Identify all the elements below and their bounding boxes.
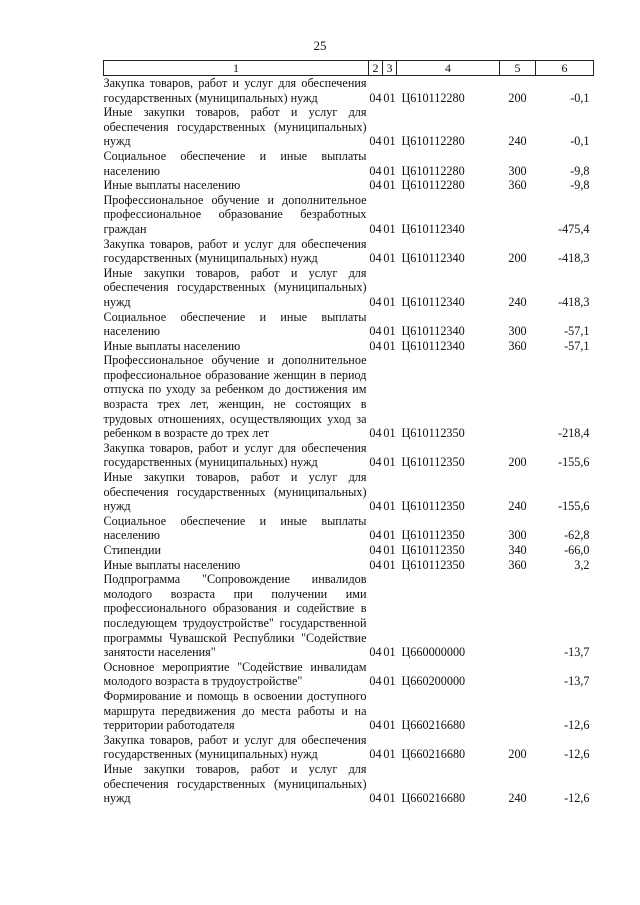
subsection-code: 01 xyxy=(383,426,396,441)
section-code: 04 xyxy=(369,791,382,806)
row-name: Подпрограмма "Сопровождение инвалидов молодого возраста при получении ими профессионального образования и содействие в последующем трудоустройстве" государственной программы Чувашской Республики "Содействие занятости населения" xyxy=(103,572,367,660)
amount: -475,4 xyxy=(558,221,590,236)
target-article-code: Ц610112350 xyxy=(401,543,465,557)
table-row xyxy=(104,149,594,178)
row-name: Стипендии xyxy=(103,543,162,557)
subsection-code: 01 xyxy=(383,543,396,557)
target-article-code: Ц610112340 xyxy=(401,221,465,236)
row-name: Иные закупки товаров, работ и услуг для обеспечения государственных (муниципальных) нужд xyxy=(103,105,367,149)
row-name: Закупка товаров, работ и услуг для обеспечения государственных (муниципальных) нужд xyxy=(103,732,367,762)
amount: -66,0 xyxy=(564,543,590,557)
amount: -418,3 xyxy=(558,251,590,266)
expense-type-code: 200 xyxy=(508,251,527,266)
target-article-code: Ц610112280 xyxy=(401,134,465,149)
header-col-4: 4 xyxy=(397,61,500,76)
subsection-code: 01 xyxy=(383,90,396,105)
row-name: Иные выплаты населению xyxy=(103,178,241,193)
section-code: 04 xyxy=(369,294,382,309)
row-name: Иные выплаты населению xyxy=(103,338,241,353)
target-article-code: Ц610112340 xyxy=(401,294,465,309)
target-article-code: Ц610112340 xyxy=(401,338,465,353)
section-code: 04 xyxy=(369,455,382,470)
section-code: 04 xyxy=(369,543,382,557)
table-row xyxy=(104,178,594,193)
target-article-code: Ц610112350 xyxy=(401,455,465,470)
amount: -57,1 xyxy=(564,338,590,353)
row-name: Профессиональное обучение и дополнительное профессиональное образование безработных граждан xyxy=(103,192,367,236)
target-article-code: Ц610112350 xyxy=(401,528,465,543)
subsection-code: 01 xyxy=(383,718,396,733)
table-row xyxy=(104,514,594,543)
amount: -155,6 xyxy=(558,455,590,470)
table-row xyxy=(104,689,594,733)
section-code: 04 xyxy=(369,90,382,105)
expense-type-code: 200 xyxy=(508,747,527,762)
table-row xyxy=(104,660,594,689)
amount: -13,7 xyxy=(564,645,590,660)
row-name: Основное мероприятие "Содействие инвалидам молодого возраста в трудоустройстве" xyxy=(103,659,367,689)
row-name: Социальное обеспечение и иные выплаты населению xyxy=(103,148,367,178)
section-code: 04 xyxy=(369,645,382,660)
expense-type-code xyxy=(500,193,536,237)
target-article-code: Ц660216680 xyxy=(401,791,466,806)
table-body xyxy=(104,76,594,806)
amount: -12,6 xyxy=(564,791,590,806)
target-article-code: Ц610112280 xyxy=(401,90,465,105)
section-code: 04 xyxy=(369,163,382,178)
expense-type-code: 240 xyxy=(508,294,527,309)
expense-type-code xyxy=(500,660,536,689)
expense-type-code: 240 xyxy=(508,791,527,806)
table-row xyxy=(104,76,594,106)
subsection-code: 01 xyxy=(383,294,396,309)
target-article-code: Ц610112350 xyxy=(401,557,465,572)
header-col-3: 3 xyxy=(383,61,397,76)
target-article-code: Ц610112280 xyxy=(401,178,465,193)
subsection-code: 01 xyxy=(383,338,396,353)
row-name: Иные закупки товаров, работ и услуг для обеспечения государственных (муниципальных) нужд xyxy=(103,470,367,514)
section-code: 04 xyxy=(369,324,382,339)
table-header xyxy=(104,61,594,76)
amount: -218,4 xyxy=(558,426,590,441)
table-row xyxy=(104,558,594,573)
table-row xyxy=(104,470,594,514)
expense-type-code xyxy=(500,572,536,660)
target-article-code: Ц610112340 xyxy=(401,324,465,339)
row-name: Социальное обеспечение и иные выплаты населению xyxy=(103,513,367,543)
expense-type-code xyxy=(500,689,536,733)
header-row xyxy=(104,61,594,76)
expense-type-code: 200 xyxy=(508,455,527,470)
table-row xyxy=(104,733,594,762)
table-row xyxy=(104,105,594,149)
header-col-6: 6 xyxy=(536,61,594,76)
table-row xyxy=(104,339,594,354)
table-row xyxy=(104,266,594,310)
expense-type-code: 300 xyxy=(508,163,527,178)
subsection-code: 01 xyxy=(383,499,396,514)
subsection-code: 01 xyxy=(383,324,396,339)
target-article-code: Ц660200000 xyxy=(401,674,466,689)
row-name: Закупка товаров, работ и услуг для обеспечения государственных (муниципальных) нужд xyxy=(103,76,367,105)
table-row xyxy=(104,193,594,237)
table-row xyxy=(104,237,594,266)
table-row xyxy=(104,310,594,339)
subsection-code: 01 xyxy=(383,645,396,660)
subsection-code: 01 xyxy=(383,528,396,543)
section-code: 04 xyxy=(369,221,382,236)
expense-type-code: 200 xyxy=(508,90,527,105)
row-name: Профессиональное обучение и дополнительное профессиональное образование женщин в период отпуска по уходу за ребенком до достижения им возраста трех лет, женщин, не состоящих в трудовых отношениях, осуществляющих уход за ребенком в возрасте до трех лет xyxy=(103,353,367,441)
target-article-code: Ц660000000 xyxy=(401,645,466,660)
target-article-code: Ц660216680 xyxy=(401,718,466,733)
subsection-code: 01 xyxy=(383,163,396,178)
target-article-code: Ц610112280 xyxy=(401,163,465,178)
expense-type-code xyxy=(500,353,536,441)
section-code: 04 xyxy=(369,251,382,266)
amount: -418,3 xyxy=(558,294,590,309)
target-article-code: Ц610112350 xyxy=(401,426,465,441)
subsection-code: 01 xyxy=(383,557,396,572)
amount: -13,7 xyxy=(564,674,590,689)
subsection-code: 01 xyxy=(383,455,396,470)
amount: -155,6 xyxy=(558,499,590,514)
table-row xyxy=(104,572,594,660)
amount: 3,2 xyxy=(574,557,590,572)
section-code: 04 xyxy=(369,674,382,689)
target-article-code: Ц610112350 xyxy=(401,499,465,514)
section-code: 04 xyxy=(369,557,382,572)
subsection-code: 01 xyxy=(383,134,396,149)
section-code: 04 xyxy=(369,499,382,514)
amount: -12,6 xyxy=(564,747,590,762)
expense-type-code: 240 xyxy=(508,134,527,149)
amount: -0,1 xyxy=(570,90,590,105)
expense-type-code: 360 xyxy=(508,178,527,193)
budget-table xyxy=(103,60,594,806)
amount: -9,8 xyxy=(570,178,590,193)
page-number: 25 xyxy=(313,38,327,53)
amount: -57,1 xyxy=(564,324,590,339)
section-code: 04 xyxy=(369,718,382,733)
amount: -62,8 xyxy=(564,528,590,543)
subsection-code: 01 xyxy=(383,221,396,236)
expense-type-code: 360 xyxy=(508,557,527,572)
row-name: Социальное обеспечение и иные выплаты населению xyxy=(103,309,367,339)
expense-type-code: 360 xyxy=(508,338,527,353)
section-code: 04 xyxy=(369,747,382,762)
table-row xyxy=(104,762,594,806)
row-name: Иные выплаты населению xyxy=(103,557,241,572)
section-code: 04 xyxy=(369,338,382,353)
row-name: Формирование и помощь в освоении доступного маршрута передвижения до места работы и на территории работодателя xyxy=(103,688,367,733)
table-row xyxy=(104,441,594,470)
target-article-code: Ц610112340 xyxy=(401,251,465,266)
subsection-code: 01 xyxy=(383,674,396,689)
expense-type-code: 300 xyxy=(508,528,527,543)
subsection-code: 01 xyxy=(383,747,396,762)
expense-type-code: 300 xyxy=(508,324,527,339)
amount: -12,6 xyxy=(564,718,590,733)
subsection-code: 01 xyxy=(383,251,396,266)
amount: -9,8 xyxy=(570,163,590,178)
subsection-code: 01 xyxy=(383,791,396,806)
row-name: Иные закупки товаров, работ и услуг для обеспечения государственных (муниципальных) нужд xyxy=(103,761,367,806)
table-row xyxy=(104,353,594,441)
row-name: Закупка товаров, работ и услуг для обеспечения государственных (муниципальных) нужд xyxy=(103,440,367,470)
amount: -0,1 xyxy=(570,134,590,149)
target-article-code: Ц660216680 xyxy=(401,747,466,762)
section-code: 04 xyxy=(369,426,382,441)
header-col-1: 1 xyxy=(104,61,369,76)
header-col-5: 5 xyxy=(500,61,536,76)
subsection-code: 01 xyxy=(383,178,396,193)
section-code: 04 xyxy=(369,528,382,543)
section-code: 04 xyxy=(369,178,382,193)
table-row xyxy=(104,543,594,558)
row-name: Иные закупки товаров, работ и услуг для обеспечения государственных (муниципальных) нужд xyxy=(103,265,367,309)
expense-type-code: 240 xyxy=(508,499,527,514)
row-name: Закупка товаров, работ и услуг для обеспечения государственных (муниципальных) нужд xyxy=(103,236,367,266)
header-col-2: 2 xyxy=(369,61,383,76)
section-code: 04 xyxy=(369,134,382,149)
expense-type-code: 340 xyxy=(508,543,527,557)
